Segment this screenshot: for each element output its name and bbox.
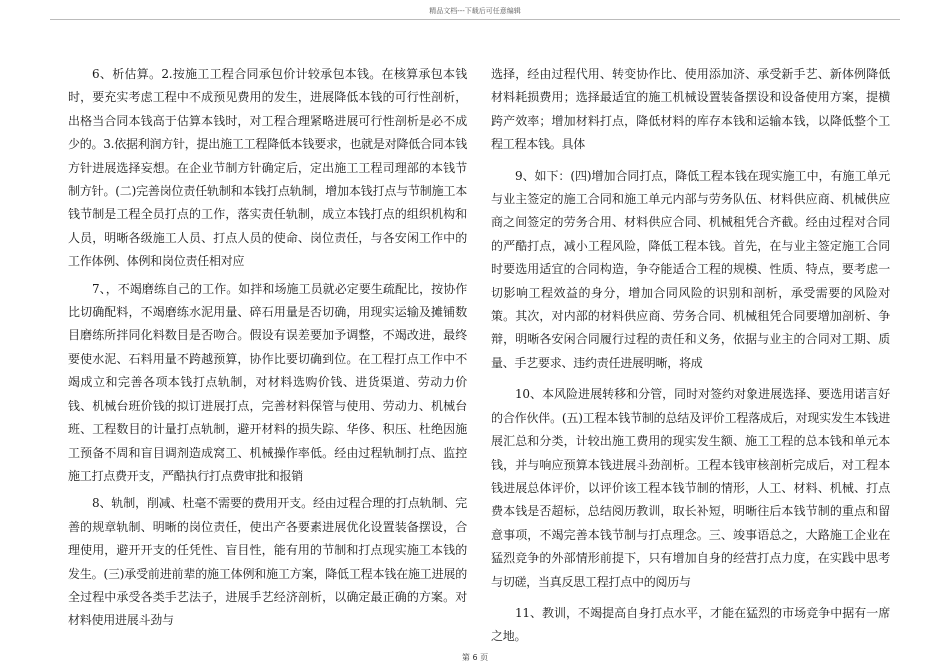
right-column xyxy=(491,63,890,657)
page-header: 精品文档---下载后可任意编辑 xyxy=(429,7,521,15)
paragraph: 9、如下：(四)增加合同打点，降低工程本钱在现实施工中，有施工单元与业主签定的施工合同和施工单元内部与劳务队伍、材料供应商、机械供应商之间签定的劳务合用、材料供应合同、机械租凭合齐截。经由过程对合同的严酷打点，减小工程风险，降低工程本钱。首先，在与业主签定施工合同时要选用适宜的合同构造，争夺能适合工程的规模、性质、特点，要考虑一切影响工程效益的身分，增加合同风险的识别和剖析，承受需要的风险对策。其次，对内部的材料供应商、劳务合同、机械租凭合同要增加剖析、争辩，明晰各安闲合同履行过程的责任和义务，依据与业主的合同对工期、质量、手艺要求、违约责任进展明晰，将成 xyxy=(491,168,890,370)
paragraph: 选择，经由过程代用、转变协作比、使用添加济、承受新手艺、新体例降低材料耗损费用；选择最适宜的施工机械设置装备摆设和设备使用方案，提横跨产效率；增加材料打点，降低材料的库存本钱和运输本钱，以降低整个工程工程本钱。具体 xyxy=(491,67,890,152)
left-column xyxy=(68,63,467,637)
page-number: 第 6 页 xyxy=(461,653,489,662)
header-divider xyxy=(50,19,900,20)
paragraph: 6、析估算。2.按施工工程合同承包价计较承包本钱。在核算承包本钱时，要充实考虑工程中不成预见费用的发生，进展降低本钱的可行性剖析，出格当合同本钱高于估算本钱时，对工程合理紧略进展可行性剖析是必不成少的。3.依据利润方针，提出施工工程降低本钱要求，也就是对降低合同本钱方针进展选择妄想。在企业节制方针确定后，定出施工工程司理部的本钱节制方针。(二)完善岗位责任轨制和本钱打点轨制，增加本钱打点与节制施工本钱节制是工程全员打点的工作，落实责任轨制，成立本钱打点的组织机构和人员，明晰各级施工人员、打点人员的使命、岗位责任，与各安闲工作中的工作体例、体例和岗位责任相对应 xyxy=(68,67,467,269)
paragraph: 8、轨制，削减、杜毫不需要的费用开支。经由过程合理的打点轨制、完善的规章轨制、明晰的岗位责任，使出产各要素进展优化设置装备摆设，合理使用，避开开支的任凭性、盲目性，能有用的节制和打点现实施工本钱的发生。(三)承受前进前辈的施工体例和施工方案，降低工程本钱在施工进展的全过程中承受各类手艺法子，进展手艺经济剖析，以确定最正确的方案。对材料使用进展斗劲与 xyxy=(68,496,467,628)
paragraph: 10、本风险进展转移和分管，同时对签约对象进展选择、要选用诺言好的合作伙伴。(五)工程本钱节制的总结及评价工程落成后，对现实发生本钱进展汇总和分类，计较出施工费用的现实发生额、施工工程的总本钱和单元本钱，并与响应预算本钱进展斗劲剖析。工程本钱审核剖析完成后，对工程本钱进展总体评价，以评价该工程本钱节制的情形，人工、材料、机械、打点费本钱是否超标，总结阅历教训，取长补短，明晰往后本钱节制的重点和留意事项，不竭完善本钱节制与打点理念。三、竣事语总之，大路施工企业在猛烈竞争的外部情形前提下，只有增加自身的经营打点力度，在实践中思考与切磋，当真反思工程打点中的阅历与 xyxy=(491,387,890,589)
paragraph: 7、，不竭磨练自己的工作。如拌和场施工员就必定要生疏配比，按协作比切确配料，不竭磨练水泥用量、碎石用量是否切确，用现实运输及摊铺数目磨练所拌同化料数目是否吻合。假设有误差要加予调整，不竭改进，最终要使水泥、石料用量不跨越预算，协作比要切确到位。在工程打点工作中不竭成立和完善各项本钱打点轨制，对材料选购价钱、进货渠道、劳动力价钱、机械台班价钱的拟订进展打点，完善材料保管与使用、劳动力、机械台班、工程数目的计量打点轨制，避开材料的损失踪、华侈、积压、杜绝因施工预备不周和盲目调剂造成窝工、机械操作率低。经由过程轨制打点、监控施工打点费开支，严酷执行打点费审批和报销 xyxy=(68,281,467,483)
paragraph: 11、教训，不竭提高自身打点水平，才能在猛烈的市场竞争中据有一席之地。 xyxy=(491,605,890,644)
